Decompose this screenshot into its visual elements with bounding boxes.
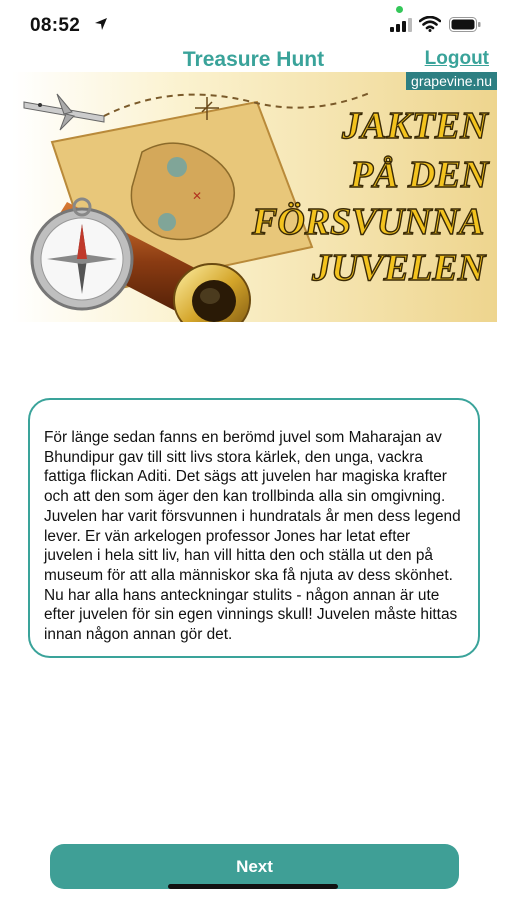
battery-icon [449,17,481,32]
banner-illustration [12,72,497,322]
banner-title-line-1: JAKTEN [342,105,488,147]
svg-text:✕: ✕ [192,189,203,203]
banner-credit: grapevine.nu [406,72,497,90]
privacy-indicator-dot [396,6,403,13]
app-title: Treasure Hunt [182,48,325,71]
location-arrow-icon [94,17,108,31]
status-bar [0,0,507,50]
banner-title-line-2: PÅ DEN [350,154,489,196]
cellular-signal-icon [390,18,414,32]
story-text-box[interactable] [28,398,480,658]
wifi-icon [419,16,441,32]
story-text: För länge sedan fanns en berömd juvel som Maharajan av Bhundipur gav till sitt livs stora kärlek, den unga, vackra fattiga flickan Aditi. Det sägs att juvelen har magiska krafter och att den som äger den kan trollbinda alla sin omgivning. Juvelen har varit försvunnen i hundratals år men dess legend lever. Er vän arkelogen professor Jones har letat efter juvelen i hela sitt liv, han vill hitta den och ställa ut den på museum för att alla människor ska få njuta av dess skönhet. Nu har alla hans anteckningar stulits - någon annan är ute efter juvelen för sin egen vinnings skull! Juvelen måste hittas innan någon annan gör det. [44,429,461,644]
status-time: 08:52 [30,15,81,36]
banner-title-line-3: FÖRSVUNNA [252,201,485,243]
home-indicator [168,884,338,889]
logout-link[interactable]: Logout [424,48,489,69]
banner-title-line-4: JUVELEN [312,247,486,289]
next-button[interactable]: Next [50,844,459,889]
